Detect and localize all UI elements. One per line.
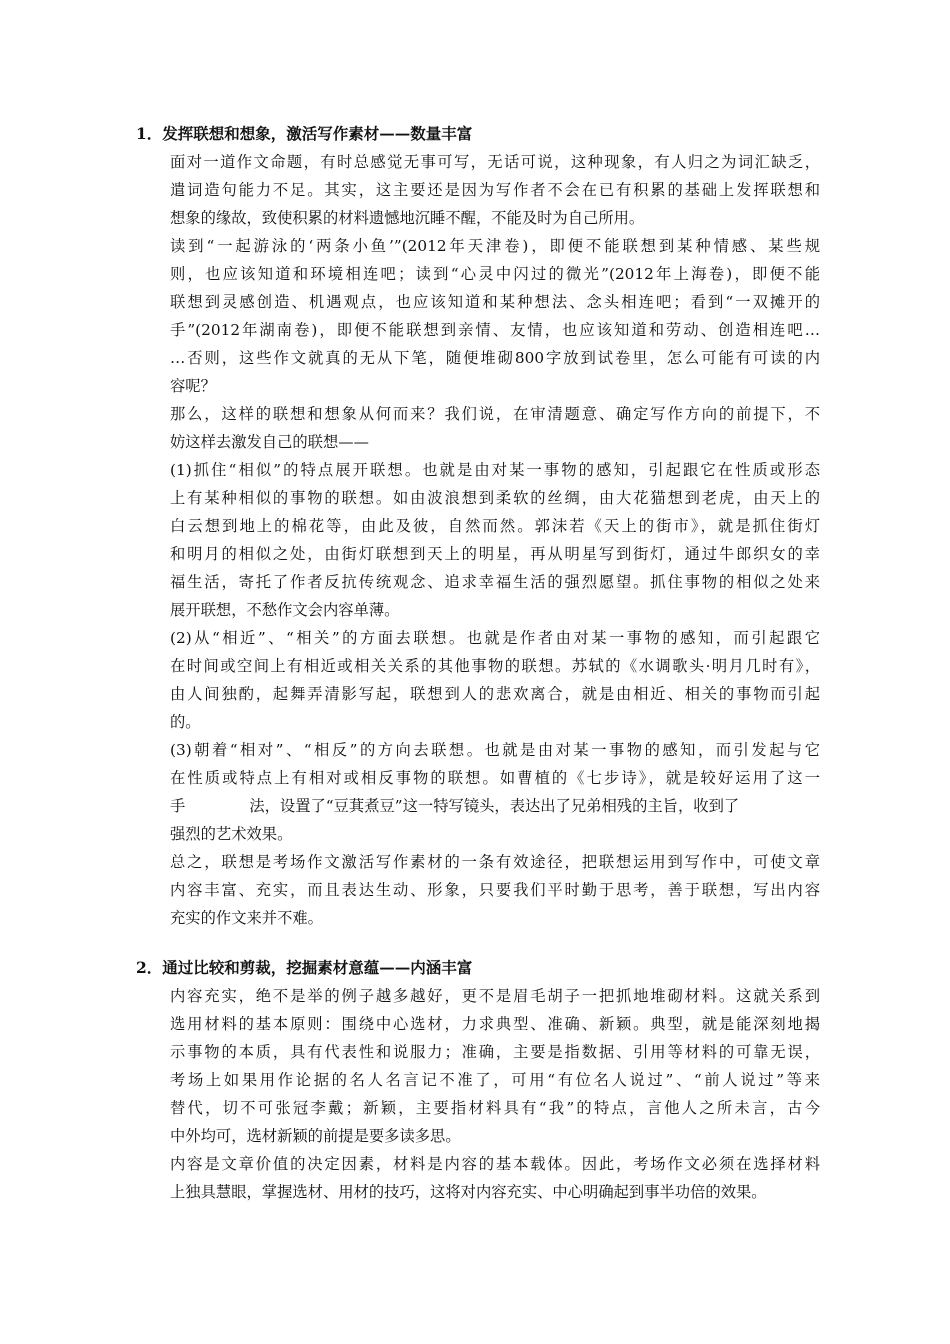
split-fragment: 手 [170, 797, 186, 815]
paragraph-line: 的。 [170, 713, 201, 731]
paragraph-line: 手”(2012年湖南卷)，即便不能联想到亲情、友情，也应该知道和劳动、创造相连吧… [170, 321, 820, 339]
section-2-body [170, 982, 820, 1206]
paragraph-line: 在时间或空间上有相近或相关关系的其他事物的联想。苏轼的《水调歌头·明月几时有》， [170, 657, 820, 675]
paragraph-line: 上有某种相似的事物的联想。如由波浪想到柔软的丝绸，由大花猫想到老虎，由天上的 [170, 489, 820, 507]
paragraph-line: 选用材料的基本原则：围绕中心选材，力求典型、准确、新颖。典型，就是能深刻地揭 [170, 1015, 820, 1033]
paragraph-line: 读到“一起游泳的‘两条小鱼’”(2012年天津卷)，即便不能联想到某种情感、某些规 [170, 237, 820, 255]
paragraph-line-split [170, 792, 820, 820]
paragraph-line: …否则，这些作文就真的无从下笔，随便堆砌800字放到试卷里，怎么可能有可读的内 [170, 349, 820, 367]
paragraph-line: (1)抓住“相似”的特点展开联想。也就是由对某一事物的感知，引起跟它在性质或形态 [170, 461, 820, 479]
paragraph-line: 总之，联想是考场作文激活写作素材的一条有效途径，把联想运用到写作中，可使文章 [170, 853, 820, 871]
paragraph-line: 和明月的相似之处，由街灯联想到天上的明星，再从明星写到街灯，通过牛郎织女的幸 [170, 545, 820, 563]
paragraph-line: 联想到灵感创造、机遇观点，也应该知道和某种想法、念头相连吧；看到“一双摊开的 [170, 293, 820, 311]
section-1-body [170, 148, 820, 932]
paragraph-line: 中外均可，选材新颖的前提是要多读多思。 [170, 1127, 461, 1145]
paragraph-line: 替代，切不可张冠李戴；新颖，主要指材料具有“我”的特点，言他人之所未言，古今 [170, 1099, 820, 1117]
split-fragment: 法，设置了“豆萁煮豆”这一特写镜头，表达出了兄弟相残的主旨，收到了 [249, 797, 740, 815]
paragraph-line: 示事物的本质，具有代表性和说服力；准确，主要是指数据、引用等材料的可靠无误， [170, 1043, 820, 1061]
paragraph-line: 在性质或特点上有相对或相反事物的联想。如曹植的《七步诗》，就是较好运用了这一 [170, 769, 820, 787]
paragraph-line: 强烈的艺术效果。 [170, 825, 293, 843]
paragraph-line: 妨这样去激发自己的联想—— [170, 433, 369, 451]
paragraph-line: 那么，这样的联想和想象从何而来？我们说，在审清题意、确定写作方向的前提下，不 [170, 405, 820, 423]
paragraph-line: 充实的作文来并不难。 [170, 909, 323, 927]
paragraph-line: 上独具慧眼，掌握选材、用材的技巧，这将对内容充实、中心明确起到事半功倍的效果。 [170, 1183, 767, 1201]
paragraph-line: 面对一道作文命题，有时总感觉无事可写，无话可说，这种现象，有人归之为词汇缺乏， [170, 153, 820, 171]
section-1-heading: 1．发挥联想和想象，激活写作素材——数量丰富 [136, 124, 473, 143]
paragraph-line: 福生活，寄托了作者反抗传统观念、追求幸福生活的强烈愿望。抓住事物的相似之处来 [170, 573, 820, 591]
paragraph-line: 由人间独酌，起舞弄清影写起，联想到人的悲欢离合，就是由相近、相关的事物而引起 [170, 685, 820, 703]
paragraph-line: 内容充实，绝不是举的例子越多越好，更不是眉毛胡子一把抓地堆砌材料。这就关系到 [170, 987, 820, 1005]
paragraph-line: (2)从“相近”、“相关”的方面去联想。也就是作者由对某一事物的感知，而引起跟它 [170, 629, 820, 647]
paragraph-line: 内容是文章价值的决定因素，材料是内容的基本载体。因此，考场作文必须在选择材料 [170, 1155, 820, 1173]
paragraph-line: 则，也应该知道和环境相连吧；读到“心灵中闪过的微光”(2012年上海卷)，即便不能 [170, 265, 820, 283]
paragraph-line: 想象的缘故，致使积累的材料遗憾地沉睡不醒，不能及时为自己所用。 [170, 209, 645, 227]
paragraph-line: 容呢？ [170, 377, 216, 395]
paragraph-line: 展开联想，不愁作文会内容单薄。 [170, 601, 400, 619]
paragraph-line: 考场上如果用作论据的名人名言记不准了，可用“有位名人说过”、“前人说过”等来 [170, 1071, 820, 1089]
paragraph-line: 内容丰富、充实，而且表达生动、形象，只要我们平时勤于思考，善于联想，写出内容 [170, 881, 820, 899]
paragraph-line: 白云想到地上的棉花等，由此及彼，自然而然。郭沫若《天上的街市》，就是抓住街灯 [170, 517, 820, 535]
paragraph-line: 遣词造句能力不足。其实，这主要还是因为写作者不会在已有积累的基础上发挥联想和 [170, 181, 820, 199]
paragraph-line: (3)朝着“相对”、“相反”的方向去联想。也就是由对某一事物的感知，而引发起与它 [170, 741, 820, 759]
section-2-heading: 2．通过比较和剪裁，挖掘素材意蕴——内涵丰富 [136, 958, 473, 977]
